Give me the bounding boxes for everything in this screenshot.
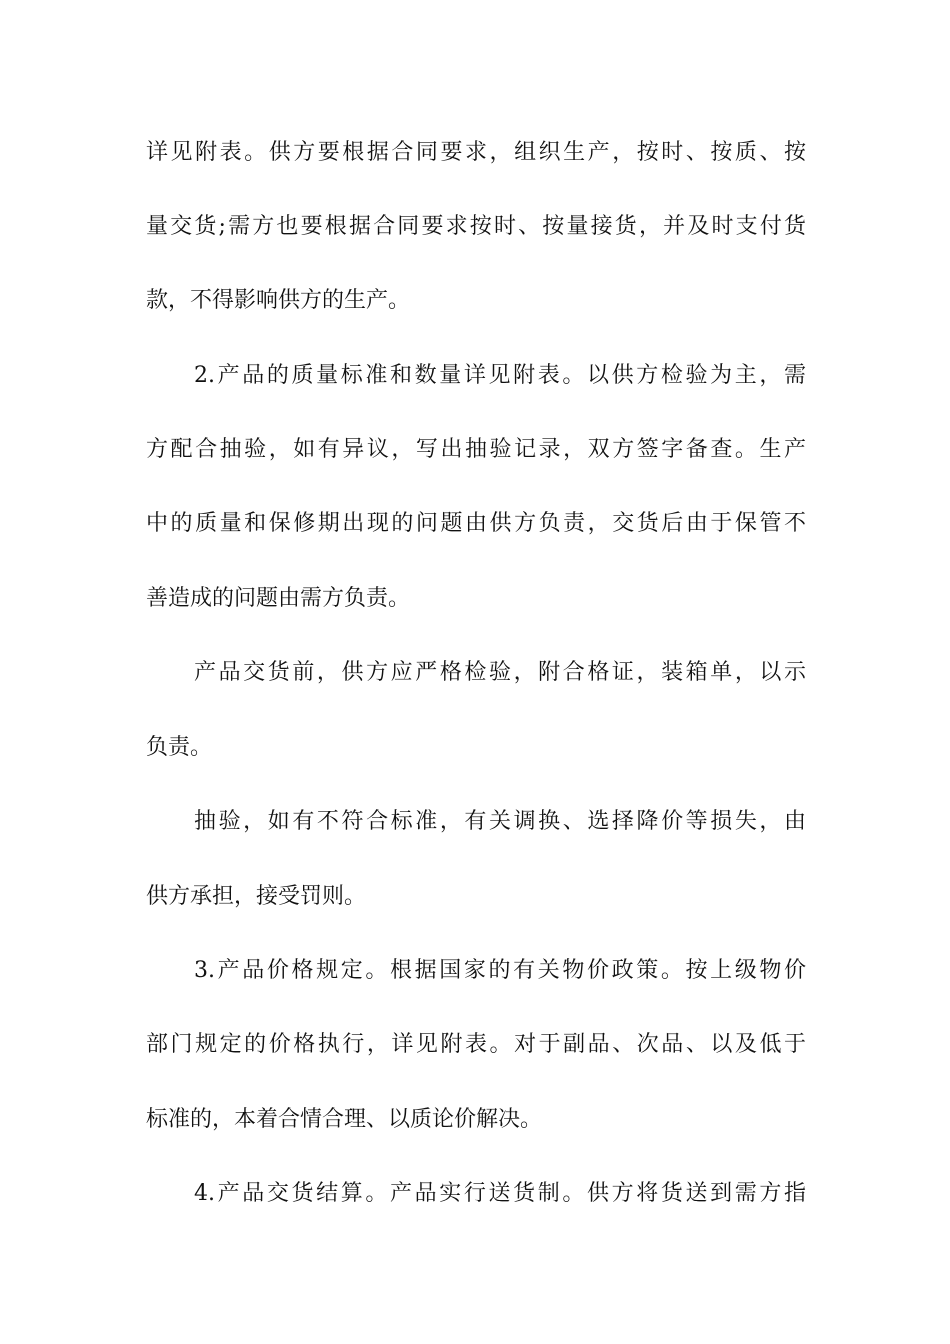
- text-line: 详见附表。供方要根据合同要求，组织生产，按时、按质、按: [146, 140, 806, 165]
- text-line: 善造成的问题由需方负责。: [146, 586, 411, 611]
- text-line: 供方承担，接受罚则。: [146, 884, 367, 909]
- paragraph-start-line: 2.产品的质量标准和数量详见附表。以供方检验为主，需: [194, 363, 806, 388]
- text-line: 方配合抽验，如有异议，写出抽验记录，双方签字备查。生产: [146, 437, 806, 462]
- text-line: 负责。: [146, 735, 213, 760]
- paragraph-start-line: 抽验，如有不符合标准，有关调换、选择降价等损失，由: [194, 809, 806, 834]
- text-line: 标准的，本着合情合理、以质论价解决。: [146, 1107, 543, 1132]
- text-line: 中的质量和保修期出现的问题由供方负责，交货后由于保管不: [146, 511, 806, 536]
- paragraph-start-line: 3.产品价格规定。根据国家的有关物价政策。按上级物价: [194, 958, 806, 983]
- text-line: 部门规定的价格执行，详见附表。对于副品、次品、以及低于: [146, 1032, 806, 1057]
- paragraph-start-line: 产品交货前，供方应严格检验，附合格证，装箱单，以示: [194, 660, 806, 685]
- text-line: 量交货;需方也要根据合同要求按时、按量接货，并及时支付货: [146, 214, 806, 239]
- text-line: 款，不得影响供方的生产。: [146, 288, 411, 313]
- paragraph-start-line: 4.产品交货结算。产品实行送货制。供方将货送到需方指: [194, 1181, 806, 1206]
